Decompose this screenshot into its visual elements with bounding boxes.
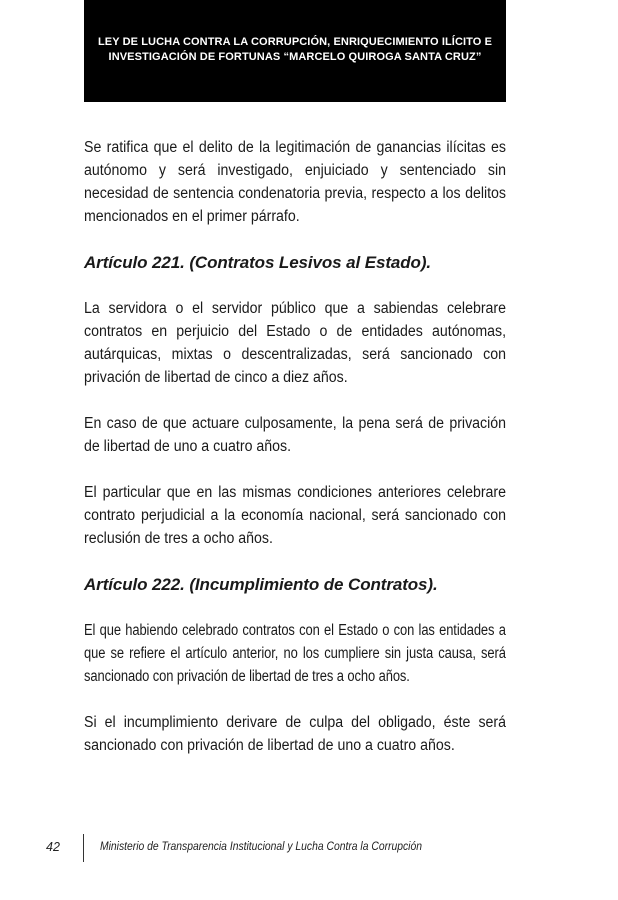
article-221-paragraph-3: El particular que en las mismas condiciones anteriores celebrare contrato perjudicial a la economía nacional, será sancionado con reclusión de tres a ocho años. (84, 484, 507, 547)
page-footer (0, 834, 618, 864)
article-222-paragraph-2: Si el incumplimiento derivare de culpa del obligado, éste será sancionado con privación de libertad de uno a cuatro años. (84, 714, 507, 754)
document-title-line-1: LEY DE LUCHA CONTRA LA CORRUPCIÓN, ENRIQUECIMIENTO ILÍCITO E (97, 36, 493, 48)
page-content (84, 136, 506, 780)
article-221-paragraph-1: La servidora o el servidor público que a sabiendas celebrare contratos en perjuicio del Estado o de entidades autónomas, autárquicas, mixtas o descentralizadas, será sancionado con privación de libertad de cinco a diez años. (84, 300, 507, 386)
page-number: 42 (46, 840, 60, 854)
publisher-name: Ministerio de Transparencia Institucional y Lucha Contra la Corrupción (100, 841, 422, 853)
header-band (84, 0, 506, 102)
footer-divider (83, 834, 84, 862)
article-221-paragraph-2: En caso de que actuare culposamente, la pena será de privación de libertad de uno a cuatro años. (84, 415, 507, 455)
document-title (88, 35, 502, 65)
document-title-line-2: INVESTIGACIÓN DE FORTUNAS “MARCELO QUIROGA SANTA CRUZ” (108, 51, 482, 63)
article-222-heading: Artículo 222. (Incumplimiento de Contratos). (84, 575, 438, 594)
intro-paragraph: Se ratifica que el delito de la legitimación de ganancias ilícitas es autónomo y será investigado, enjuiciado y sentenciado sin necesidad de sentencia condenatoria previa, respecto a los delitos mencionados en el primer párrafo. (84, 139, 507, 225)
article-222-paragraph-1: El que habiendo celebrado contratos con el Estado o con las entidades a que se refiere el artículo anterior, no los cumpliere sin justa causa, será sancionado con privación de libertad de tres a ocho años. (84, 622, 506, 685)
article-221-heading: Artículo 221. (Contratos Lesivos al Estado). (84, 253, 432, 272)
